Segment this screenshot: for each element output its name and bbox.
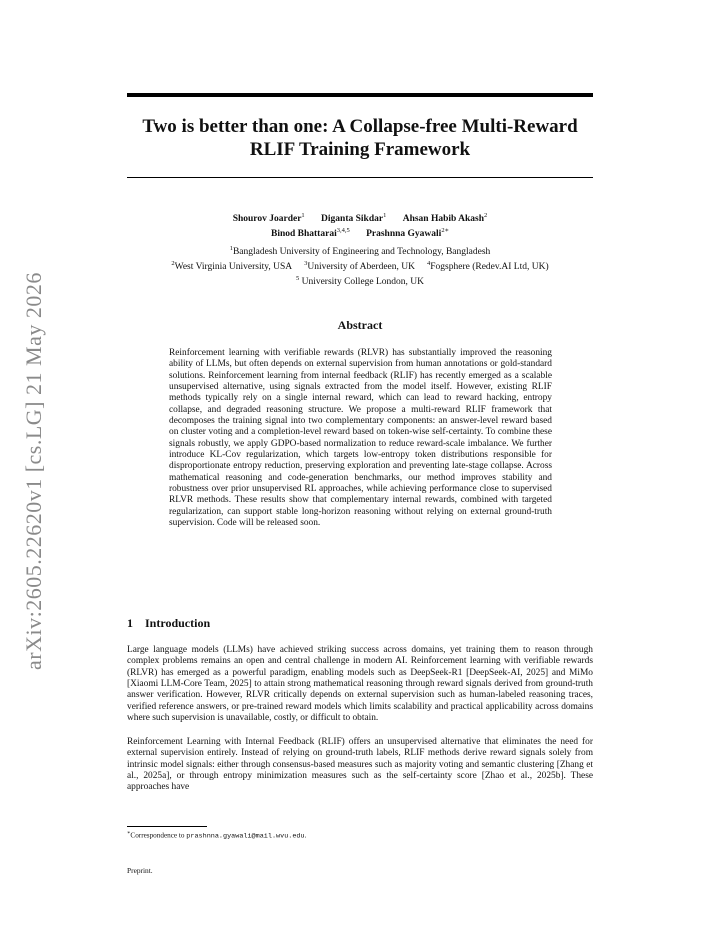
author-name: Ahsan Habib Akash — [402, 214, 485, 225]
section-number: 1 — [127, 616, 133, 630]
footnote-text: Correspondence to — [130, 831, 187, 840]
author-line-1 — [127, 210, 593, 225]
affil-mark: 1 — [229, 245, 233, 252]
affiliations — [110, 243, 610, 288]
paper-title — [127, 115, 593, 161]
author-name: Prashnna Gyawali — [366, 229, 442, 240]
footnote — [127, 829, 306, 841]
section-title: Introduction — [145, 616, 211, 630]
author-name: Diganta Sikdar — [321, 214, 384, 225]
author — [366, 229, 449, 239]
title-top-rule — [127, 93, 593, 97]
author-line-2 — [127, 225, 593, 240]
arxiv-side-stamp[interactable]: arXiv:2605.22620v1 [cs.LG] 21 May 2026 — [21, 272, 46, 670]
intro-paragraph-2: Reinforcement Learning with Internal Feedback (RLIF) offers an unsupervised alternative that eliminates the need for external supervision entirely. Instead of relying on ground-truth labels, RLIF methods derive reward signals solely from intrinsic model signals: either through consensus-based measures such as majority voting and semantic clustering [Zhang et al., 2025a], or through entropy minimization measures such as the self-certainty score [Zhao et al., 2025b]. These approaches have — [127, 737, 593, 793]
affiliation: University of Aberdeen, UK — [307, 262, 415, 273]
intro-paragraph-1: Large language models (LLMs) have achieved striking success across domains, yet training them to reason through complex problems remains an open and central challenge in modern AI. Reinforcement learning with verifiable rewards (RLVR) has emerged as a powerful paradigm, enabling models such as DeepSeek-R1 [DeepSeek-AI, 2025] and MiMo [Xiaomi LLM-Core Team, 2025] to attain strong mathematical reasoning through reward signals derived from ground-truth answer verification. However, RLVR critically depends on external supervision such as human-labeled reasoning traces, verified reference answers, or pre-trained reward models which limits scalability and practical applicability across domains where such supervision is unavailable, costly, or difficult to obtain. — [127, 645, 593, 724]
footnote-period: . — [304, 831, 307, 840]
footnote-rule — [127, 826, 207, 827]
correspondence-email-link[interactable]: prashnna.gyawali@mail.wvu.edu — [186, 832, 305, 841]
affil-mark: 4 — [427, 260, 431, 268]
title-bottom-rule — [127, 177, 593, 178]
footnote-mark: ∗ — [127, 831, 131, 836]
preprint-label: Preprint. — [127, 866, 153, 875]
author — [271, 229, 350, 239]
author-list — [127, 210, 593, 240]
author — [233, 214, 305, 224]
title-line-2: RLIF Training Framework — [249, 139, 471, 160]
author-name: Shourov Joarder — [232, 214, 302, 225]
author-affil-mark: 1 — [301, 212, 305, 219]
author-affil-mark: 2∗ — [441, 227, 449, 235]
author — [403, 214, 488, 224]
section-heading — [127, 616, 210, 631]
author-name: Binod Bhattarai — [270, 229, 337, 240]
author-affil-mark: 3,4,5 — [336, 227, 350, 235]
affiliation-line-3 — [110, 273, 610, 288]
affil-mark: 5 — [295, 275, 300, 283]
affil-mark: 2 — [171, 260, 175, 268]
author-affil-mark: 2 — [484, 212, 488, 219]
affil-mark: 3 — [304, 260, 308, 268]
affiliation-line-2 — [110, 258, 610, 273]
affiliation: West Virginia University, USA — [174, 262, 293, 273]
abstract-text: Reinforcement learning with verifiable rewards (RLVR) has substantially improved the reasoning ability of LLMs, but often depends on external supervision from human annotations or gold-standard solutions. Reinforcement learning from internal feedback (RLIF) has recently emerged as a scalable unsupervised alternative, using signals extracted from the model itself. However, existing RLIF methods typically rely on a single internal reward, which can lead to reward hacking, entropy collapse, and degraded reasoning structure. We propose a multi-reward RLIF framework that decomposes the training signal into two complementary components: an answer-level reward based on cluster voting and a completion-level reward based on token-wise self-certainty. To combine these signals robustly, we apply GDPO-based normalization to reduce reward-scale imbalance. We further introduce KL-Cov regularization, which targets low-entropy token distributions responsible for disproportionate entropy reduction, preserving exploration and preventing late-stage collapse. Across mathematical reasoning and code-generation benchmarks, our method improves stability and robustness over prior unsupervised RL approaches, while achieving performance close to supervised RLVR methods. These results show that complementary internal rewards, combined with targeted regularization, can support stable long-horizon reasoning without relying on external ground-truth supervision. Code will be released soon. — [169, 348, 552, 529]
title-line-1: Two is better than one: A Collapse-free Multi-Reward — [142, 116, 578, 137]
author — [321, 214, 386, 224]
abstract-heading: Abstract — [337, 318, 383, 332]
affiliation: Fogsphere (Redev.AI Ltd, UK) — [430, 262, 549, 273]
affiliation-line-1 — [110, 243, 610, 258]
affiliation: Bangladesh University of Engineering and Technology, Bangladesh — [232, 247, 491, 258]
author-affil-mark: 1 — [383, 212, 387, 219]
affiliation: University College London, UK — [299, 277, 425, 288]
